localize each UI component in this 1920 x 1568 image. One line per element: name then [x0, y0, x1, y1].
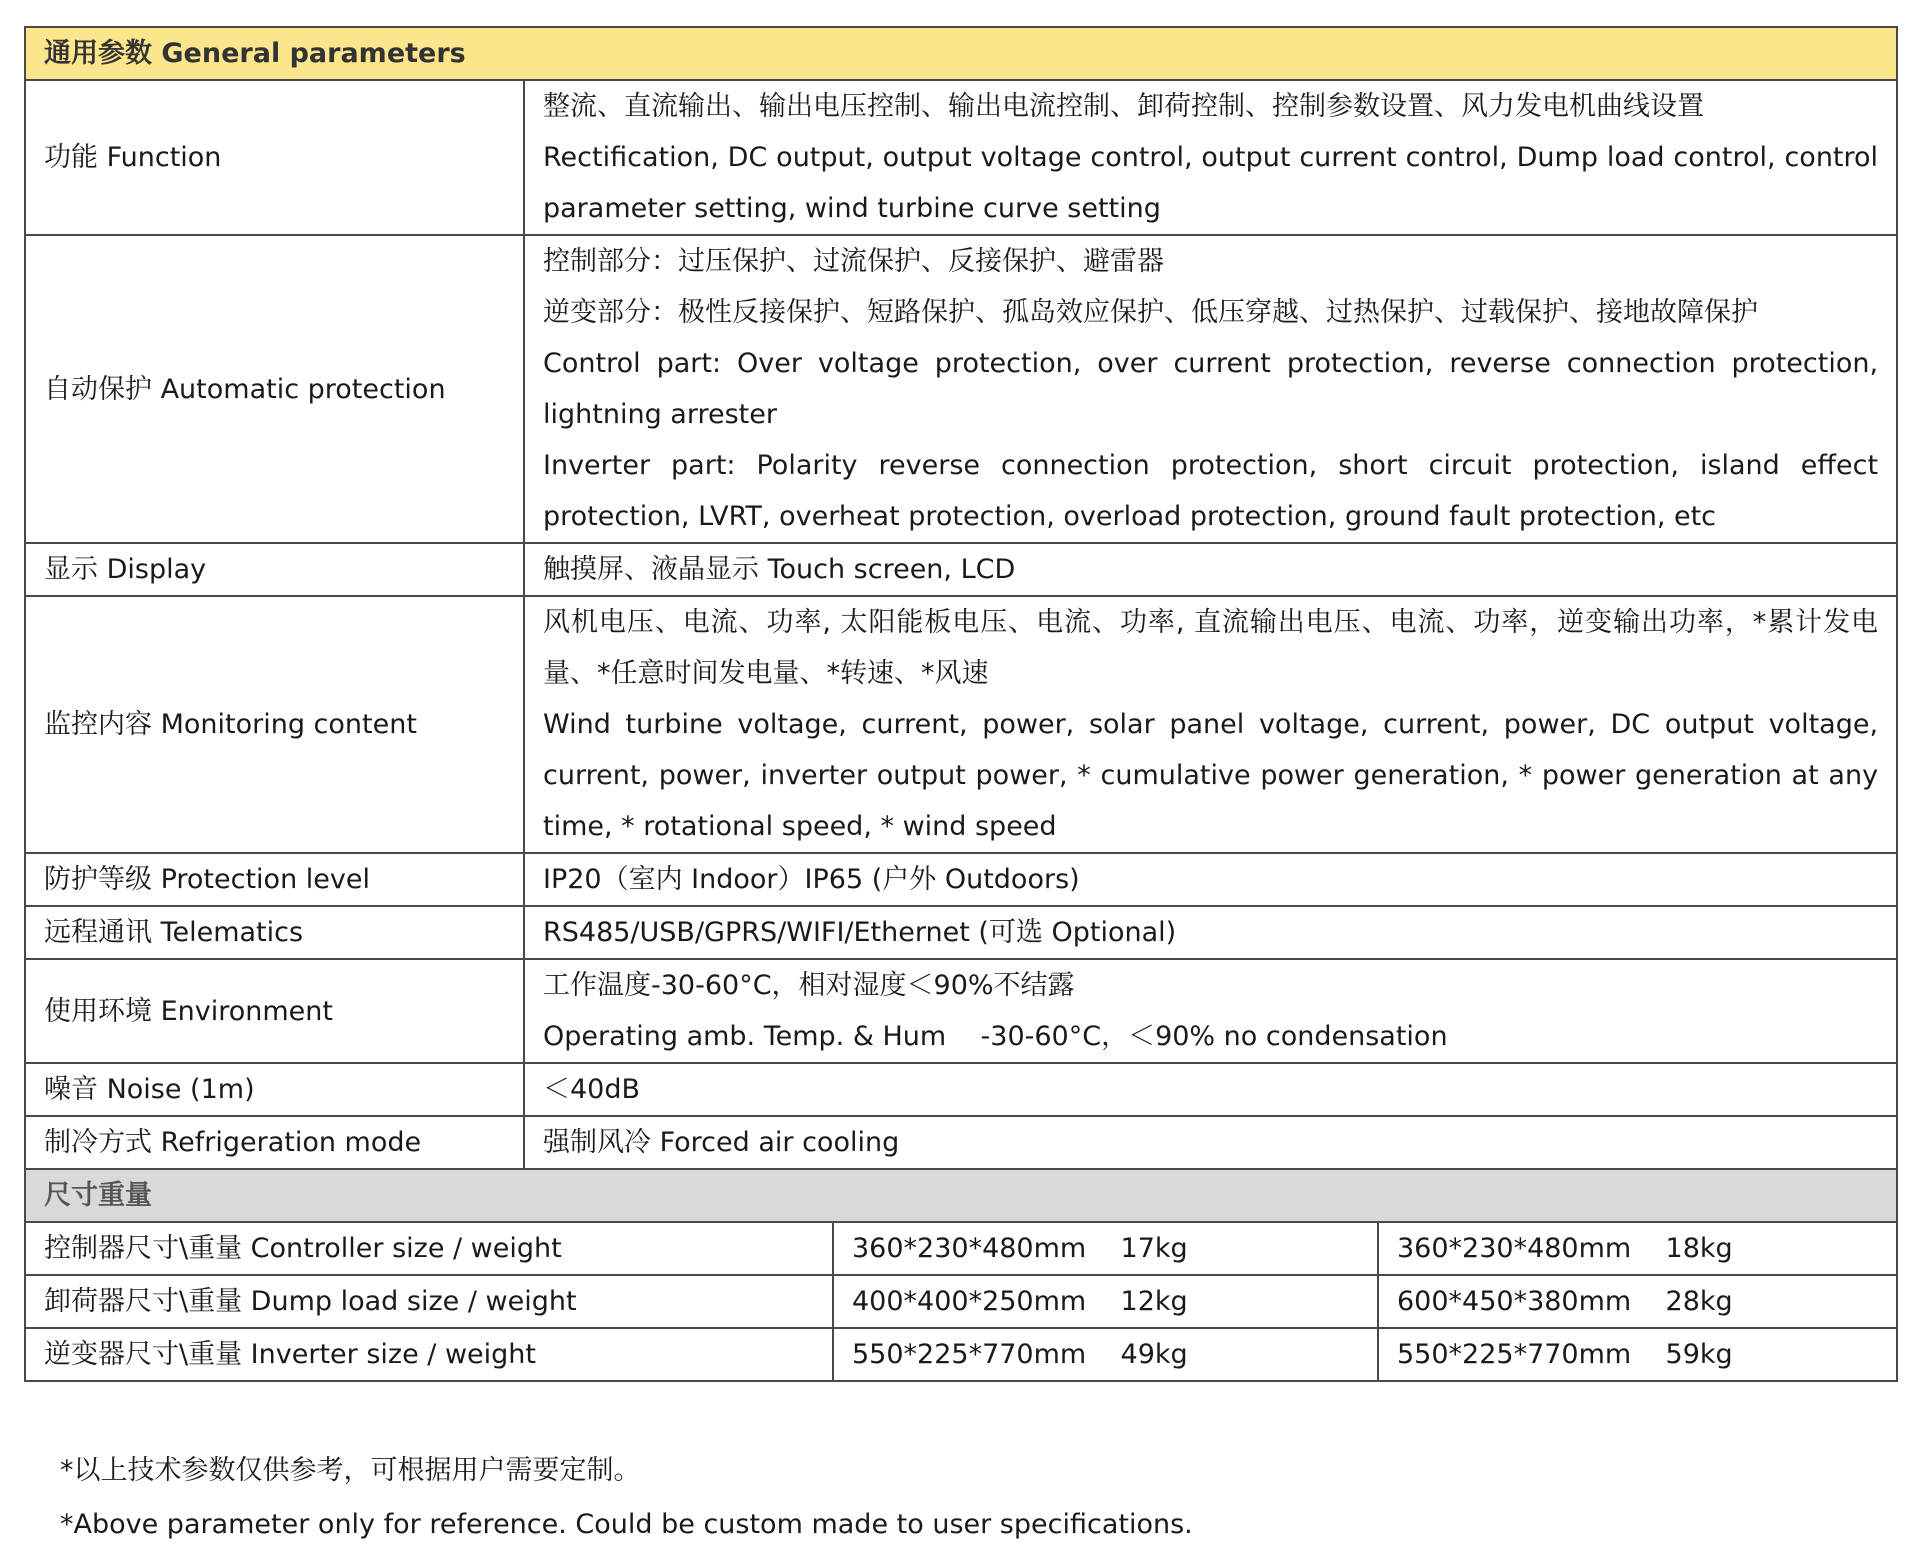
param-value-environment: [524, 959, 1897, 1063]
footnotes: [60, 1444, 1193, 1552]
value-line: 风机电压、电流、功率, 太阳能板电压、电流、功率, 直流输出电压、电流、功率，逆变输出功率，*累计发电量、*任意时间发电量、*转速、*风速: [543, 607, 1879, 689]
table-row: [25, 1328, 1897, 1381]
param-value-refrigeration-mode: [524, 1116, 1897, 1169]
param-value-protection-level: [524, 853, 1897, 906]
size-weight-section-header: [25, 1169, 1897, 1222]
value-line: 强制风冷 Forced air cooling: [543, 1127, 900, 1158]
table-row: [25, 906, 1897, 959]
value-line: Operating amb. Temp. & Hum -30-60°C，＜90% no condensation: [543, 1021, 1448, 1052]
value-line: 逆变部分：极性反接保护、短路保护、孤岛效应保护、低压穿越、过热保护、过载保护、接地故障保护: [543, 297, 1758, 328]
general-section-header: [25, 27, 1897, 80]
param-name-controller-size: 控制器尺寸\重量 Controller size / weight: [25, 1222, 833, 1275]
param-name-function: 功能 Function: [25, 80, 524, 235]
param-name-monitoring-content: 监控内容 Monitoring content: [25, 596, 524, 853]
param-name-refrigeration-mode: 制冷方式 Refrigeration mode: [25, 1116, 524, 1169]
size-value-model-2: 600*450*380mm 28kg: [1378, 1275, 1897, 1328]
general-section-title: 通用参数 General parameters: [25, 27, 1897, 80]
size-value-model-1: 360*230*480mm 17kg: [833, 1222, 1378, 1275]
value-line: Control part: Over voltage protection, over current protection, reverse connection protection, lightning arrester: [543, 348, 1879, 430]
size-weight-section-title: 尺寸重量: [25, 1169, 1897, 1222]
spec-sheet: [24, 26, 1896, 1382]
param-name-inverter-size: 逆变器尺寸\重量 Inverter size / weight: [25, 1328, 833, 1381]
table-row: [25, 1116, 1897, 1169]
size-value-model-2: 360*230*480mm 18kg: [1378, 1222, 1897, 1275]
value-line: 工作温度-30-60°C，相对湿度＜90%不结露: [543, 970, 1075, 1001]
param-name-display: 显示 Display: [25, 543, 524, 596]
param-name-automatic-protection: 自动保护 Automatic protection: [25, 235, 524, 543]
table-row: [25, 543, 1897, 596]
footnote-zh: *以上技术参数仅供参考，可根据用户需要定制。: [60, 1455, 641, 1486]
value-line: Rectification, DC output, output voltage control, output current control, Dump load control, control parameter setting, wind turbine curve setting: [543, 142, 1879, 224]
param-name-telematics: 远程通讯 Telematics: [25, 906, 524, 959]
value-line: Inverter part: Polarity reverse connection protection, short circuit protection, island effect protection, LVRT, overheat protection, overload protection, ground fault protection, etc: [543, 450, 1879, 532]
value-line: 触摸屏、液晶显示 Touch screen, LCD: [543, 554, 1016, 585]
size-value-model-2: 550*225*770mm 59kg: [1378, 1328, 1897, 1381]
footnote-en: *Above parameter only for reference. Could be custom made to user specifications.: [60, 1509, 1193, 1540]
table-row: [25, 80, 1897, 235]
param-value-function: [524, 80, 1897, 235]
param-value-automatic-protection: [524, 235, 1897, 543]
value-line: 控制部分：过压保护、过流保护、反接保护、避雷器: [543, 246, 1164, 277]
value-line: IP20（室内 Indoor）IP65 (户外 Outdoors): [543, 864, 1080, 895]
spec-table: [24, 26, 1898, 1382]
value-line: ＜40dB: [543, 1074, 641, 1105]
param-name-dump-load-size: 卸荷器尺寸\重量 Dump load size / weight: [25, 1275, 833, 1328]
table-row: [25, 596, 1897, 853]
value-line: 整流、直流输出、输出电压控制、输出电流控制、卸荷控制、控制参数设置、风力发电机曲线设置: [543, 91, 1704, 122]
size-value-model-1: 400*400*250mm 12kg: [833, 1275, 1378, 1328]
table-row: [25, 1275, 1897, 1328]
param-value-display: [524, 543, 1897, 596]
value-line: Wind turbine voltage, current, power, solar panel voltage, current, power, DC output voltage, current, power, inverter output power, * cumulative power generation, * power generation at any time, * rotational speed, * wind speed: [543, 709, 1879, 842]
param-name-environment: 使用环境 Environment: [25, 959, 524, 1063]
param-name-noise: 噪音 Noise (1m): [25, 1063, 524, 1116]
table-row: [25, 853, 1897, 906]
table-row: [25, 235, 1897, 543]
param-name-protection-level: 防护等级 Protection level: [25, 853, 524, 906]
param-value-monitoring-content: [524, 596, 1897, 853]
table-row: [25, 1063, 1897, 1116]
value-line: RS485/USB/GPRS/WIFI/Ethernet (可选 Optional): [543, 917, 1177, 948]
size-value-model-1: 550*225*770mm 49kg: [833, 1328, 1378, 1381]
table-row: [25, 1222, 1897, 1275]
table-row: [25, 959, 1897, 1063]
param-value-telematics: [524, 906, 1897, 959]
param-value-noise: [524, 1063, 1897, 1116]
